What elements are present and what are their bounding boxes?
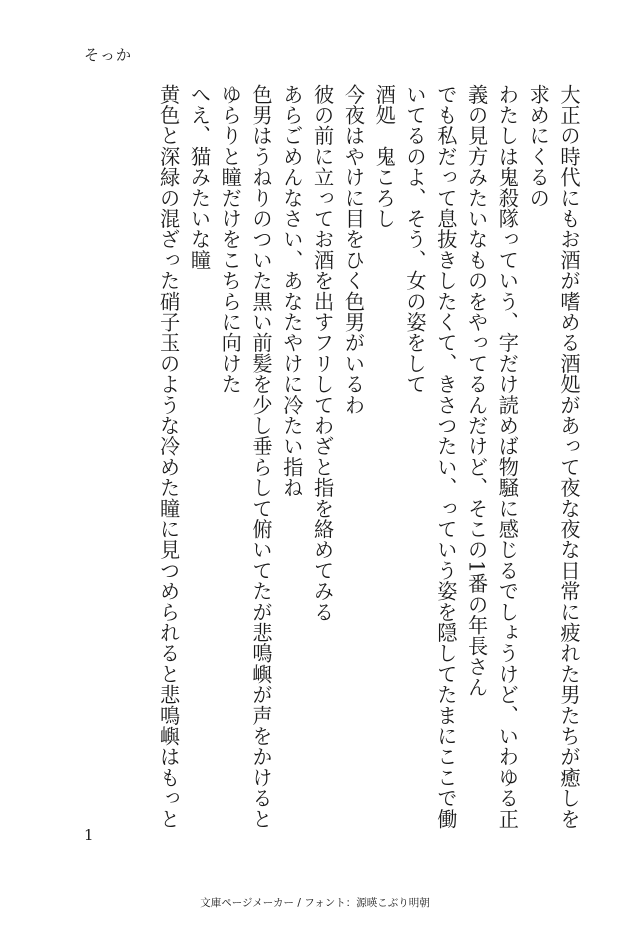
text-line: でも私だって息抜きしたくて、きさつたい、っていう姿を隠してたまにここで働 — [433, 84, 458, 830]
text-line: 黄色と深緑の混ざった硝子玉のような冷めた瞳に見つめられると悲鳴嶼はもっと — [156, 84, 181, 830]
text-line: 義の見方みたいなものをやってるんだけど、そこの1番の年長さん — [464, 84, 489, 698]
running-title: そっか — [84, 46, 133, 64]
text-line: あらごめんなさい、あなたやけに冷たい指ね — [279, 84, 304, 498]
footer-credit: 文庫ページメーカー / フォント：源暎こぶり明朝 — [200, 897, 430, 909]
text-line: 酒処 鬼ころし — [372, 84, 397, 229]
page-number: 1 — [84, 826, 94, 844]
text-line: 今夜はやけに目をひく色男がいるわ — [341, 84, 366, 416]
text-line: いてるのよ、そう、女の姿をして — [403, 84, 428, 395]
text-line: 求めにくるの — [526, 84, 551, 209]
text-line: 色男はうねりのついた黒い前髪を少し垂らして俯いてたが悲鳴嶼が声をかけると — [249, 84, 274, 830]
text-line: 大正の時代にもお酒が嗜める酒処があって夜な夜な日常に疲れた男たちが癒しを — [557, 84, 581, 830]
text-line: わたしは鬼殺隊っていう、字だけ読めば物騒に感じるでしょうけど、いわゆる正 — [495, 84, 520, 830]
text-line: 彼の前に立ってお酒を出すフリしてわざと指を絡めてみる — [310, 84, 335, 623]
text-line: へえ、猫みたいな瞳 — [187, 84, 212, 271]
vertical-body-text — [153, 84, 584, 830]
text-line: ゆらりと瞳だけをこちらに向けた — [218, 84, 243, 395]
